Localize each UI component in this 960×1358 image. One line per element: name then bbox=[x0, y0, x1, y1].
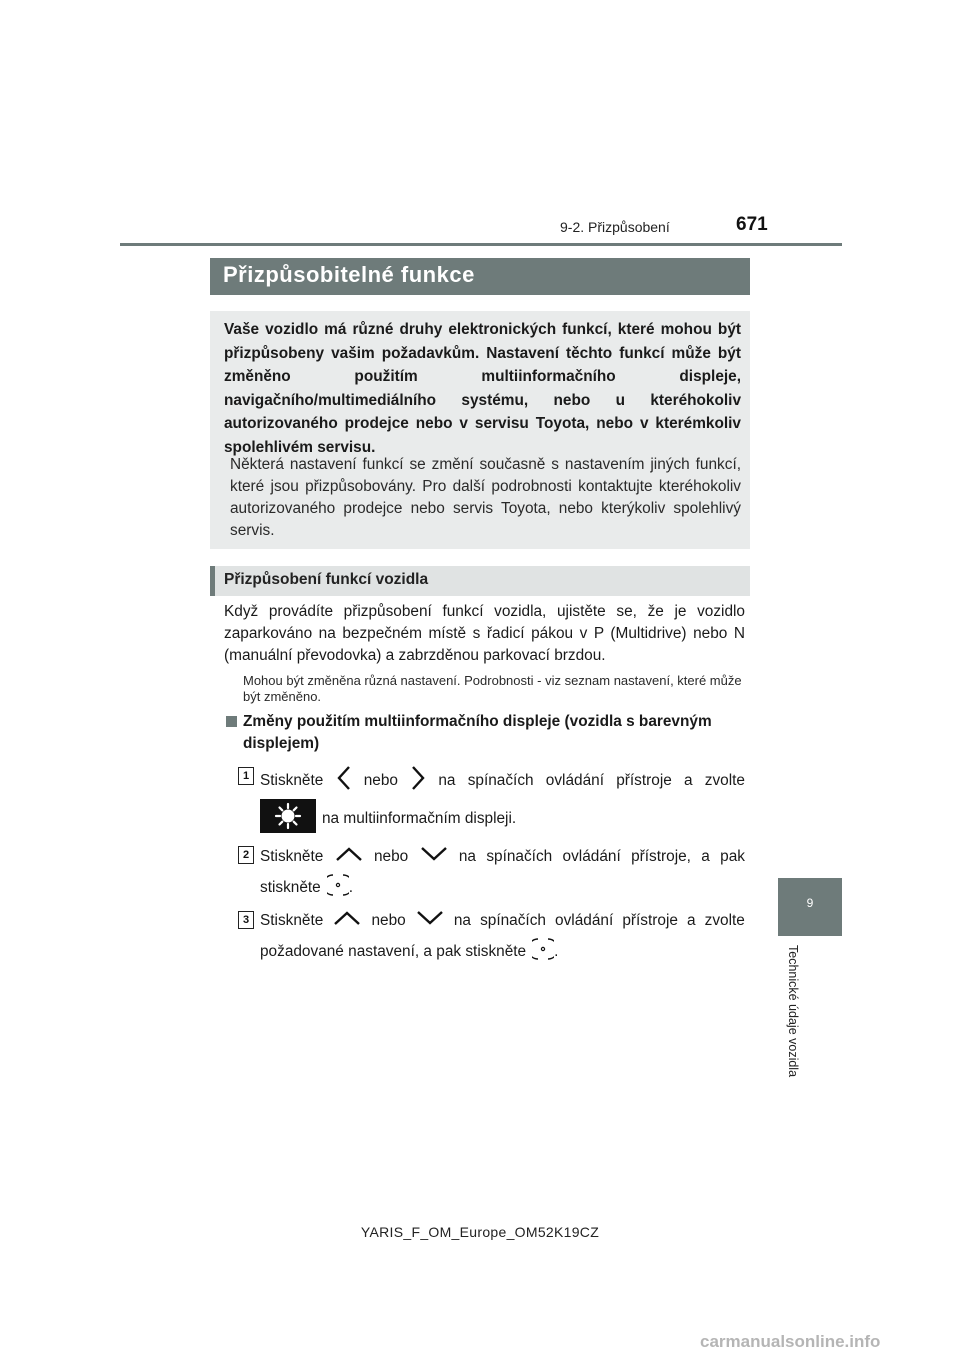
step-word: ovládání bbox=[555, 911, 614, 929]
intro-bold-text: Vaše vozidlo má různé druhy elektronických funkcí, které mohou být přizpůsobeny vašim požadavkům. Nastavení těchto funkcí může být změněno použitím multiinformačního displeje, navigačního/multimediálního systému, nebo u kteréhokoliv autorizovaného prodejce nebo v servisu Toyota, nebo v kterémkoliv spolehlivém servisu. bbox=[224, 321, 741, 456]
step-word: ovládání bbox=[562, 847, 621, 865]
settings-gear-icon bbox=[260, 799, 316, 838]
page-title: Přizpůsobitelné funkce bbox=[223, 262, 475, 287]
chevron-down-icon bbox=[419, 845, 449, 868]
step-number-2: 2 bbox=[238, 846, 254, 864]
step-1-line-2 bbox=[260, 799, 516, 838]
step-2-period: . bbox=[348, 878, 354, 896]
step-word: nebo bbox=[363, 771, 398, 789]
page-number: 671 bbox=[736, 214, 768, 235]
step-3-line-2 bbox=[260, 937, 558, 966]
ok-button-icon bbox=[532, 937, 554, 966]
chapter-label: Technické údaje vozidla bbox=[786, 945, 800, 1078]
step-word: pak bbox=[720, 847, 745, 865]
step-1-line-1 bbox=[260, 765, 745, 796]
step-word: a bbox=[687, 911, 696, 929]
title-bar bbox=[210, 258, 750, 295]
chevron-down-icon bbox=[415, 909, 445, 932]
intro-box bbox=[210, 311, 750, 549]
ok-button-icon bbox=[327, 873, 349, 902]
step-number-1: 1 bbox=[238, 767, 254, 785]
step-word: Stiskněte bbox=[260, 847, 324, 865]
small-note: Mohou být změněna různá nastavení. Podrobnosti - viz seznam nastavení, které může být změněno. bbox=[243, 673, 742, 704]
step-3-period: . bbox=[554, 942, 559, 960]
step-word: spínačích bbox=[467, 771, 534, 789]
step-word: zvolte bbox=[704, 911, 745, 929]
chevron-left-icon bbox=[336, 765, 352, 796]
step-word: Stiskněte bbox=[260, 911, 324, 929]
chevron-up-icon bbox=[332, 909, 362, 932]
chapter-number: 9 bbox=[806, 896, 814, 910]
chapter-tab bbox=[778, 878, 842, 936]
step-word: na bbox=[438, 771, 456, 789]
step-3-line-2-text: požadované nastavení, a pak stiskněte bbox=[260, 942, 527, 960]
step-word: nebo bbox=[371, 911, 406, 929]
step-number-3: 3 bbox=[238, 911, 254, 929]
step-word: přístroje bbox=[616, 771, 672, 789]
step-word: přístroje bbox=[622, 911, 678, 929]
step-word: na bbox=[453, 911, 471, 929]
chevron-up-icon bbox=[334, 845, 364, 868]
bullet-square-icon bbox=[226, 716, 237, 727]
step-word: spínačích bbox=[480, 911, 546, 929]
step-word: na bbox=[458, 847, 476, 865]
step-2-line-1 bbox=[260, 845, 745, 868]
section-label: 9-2. Přizpůsobení bbox=[560, 219, 670, 235]
step-word: Stiskněte bbox=[260, 771, 324, 789]
step-3-line-1 bbox=[260, 909, 745, 932]
subsection-accent bbox=[210, 566, 215, 596]
bullet-heading: Změny použitím multiinformačního displeje (vozidla s barevným displejem) bbox=[243, 713, 712, 752]
step-2-line-2 bbox=[260, 873, 353, 902]
footer-code: YARIS_F_OM_Europe_OM52K19CZ bbox=[360, 1224, 600, 1240]
step-word: zvolte bbox=[704, 771, 745, 789]
step-word: a bbox=[684, 771, 693, 789]
step-1-line-2-text: na multiinformačním displeji. bbox=[322, 809, 517, 827]
step-word: spínačích bbox=[486, 847, 553, 865]
chevron-right-icon bbox=[410, 765, 426, 796]
intro-note-text: Některá nastavení funkcí se změní současně s nastavením jiných funkcí, které jsou přizpůsobovány. Pro další podrobnosti kontaktujte kteréhokoliv autorizovaného prodejce nebo servis Toyota, nebo kterýkoliv spolehlivý servis. bbox=[230, 456, 741, 539]
step-word: ovládání bbox=[545, 771, 604, 789]
header-rule bbox=[120, 243, 842, 246]
step-2-line-2-text: stiskněte bbox=[260, 878, 321, 896]
subsection-heading: Přizpůsobení funkcí vozidla bbox=[224, 571, 429, 588]
step-word: přístroje, bbox=[631, 847, 691, 865]
step-word: nebo bbox=[373, 847, 409, 865]
step-word: a bbox=[701, 847, 710, 865]
watermark: carmanualsonline.info bbox=[700, 1332, 881, 1351]
body-paragraph: Když provádíte přizpůsobení funkcí vozidla, ujistěte se, že je vozidlo zaparkováno na bezpečném místě s řadicí pákou v P (Multidrive) nebo N (manuální převodovka) a zabrzděnou parkovací brzdou. bbox=[224, 603, 745, 664]
